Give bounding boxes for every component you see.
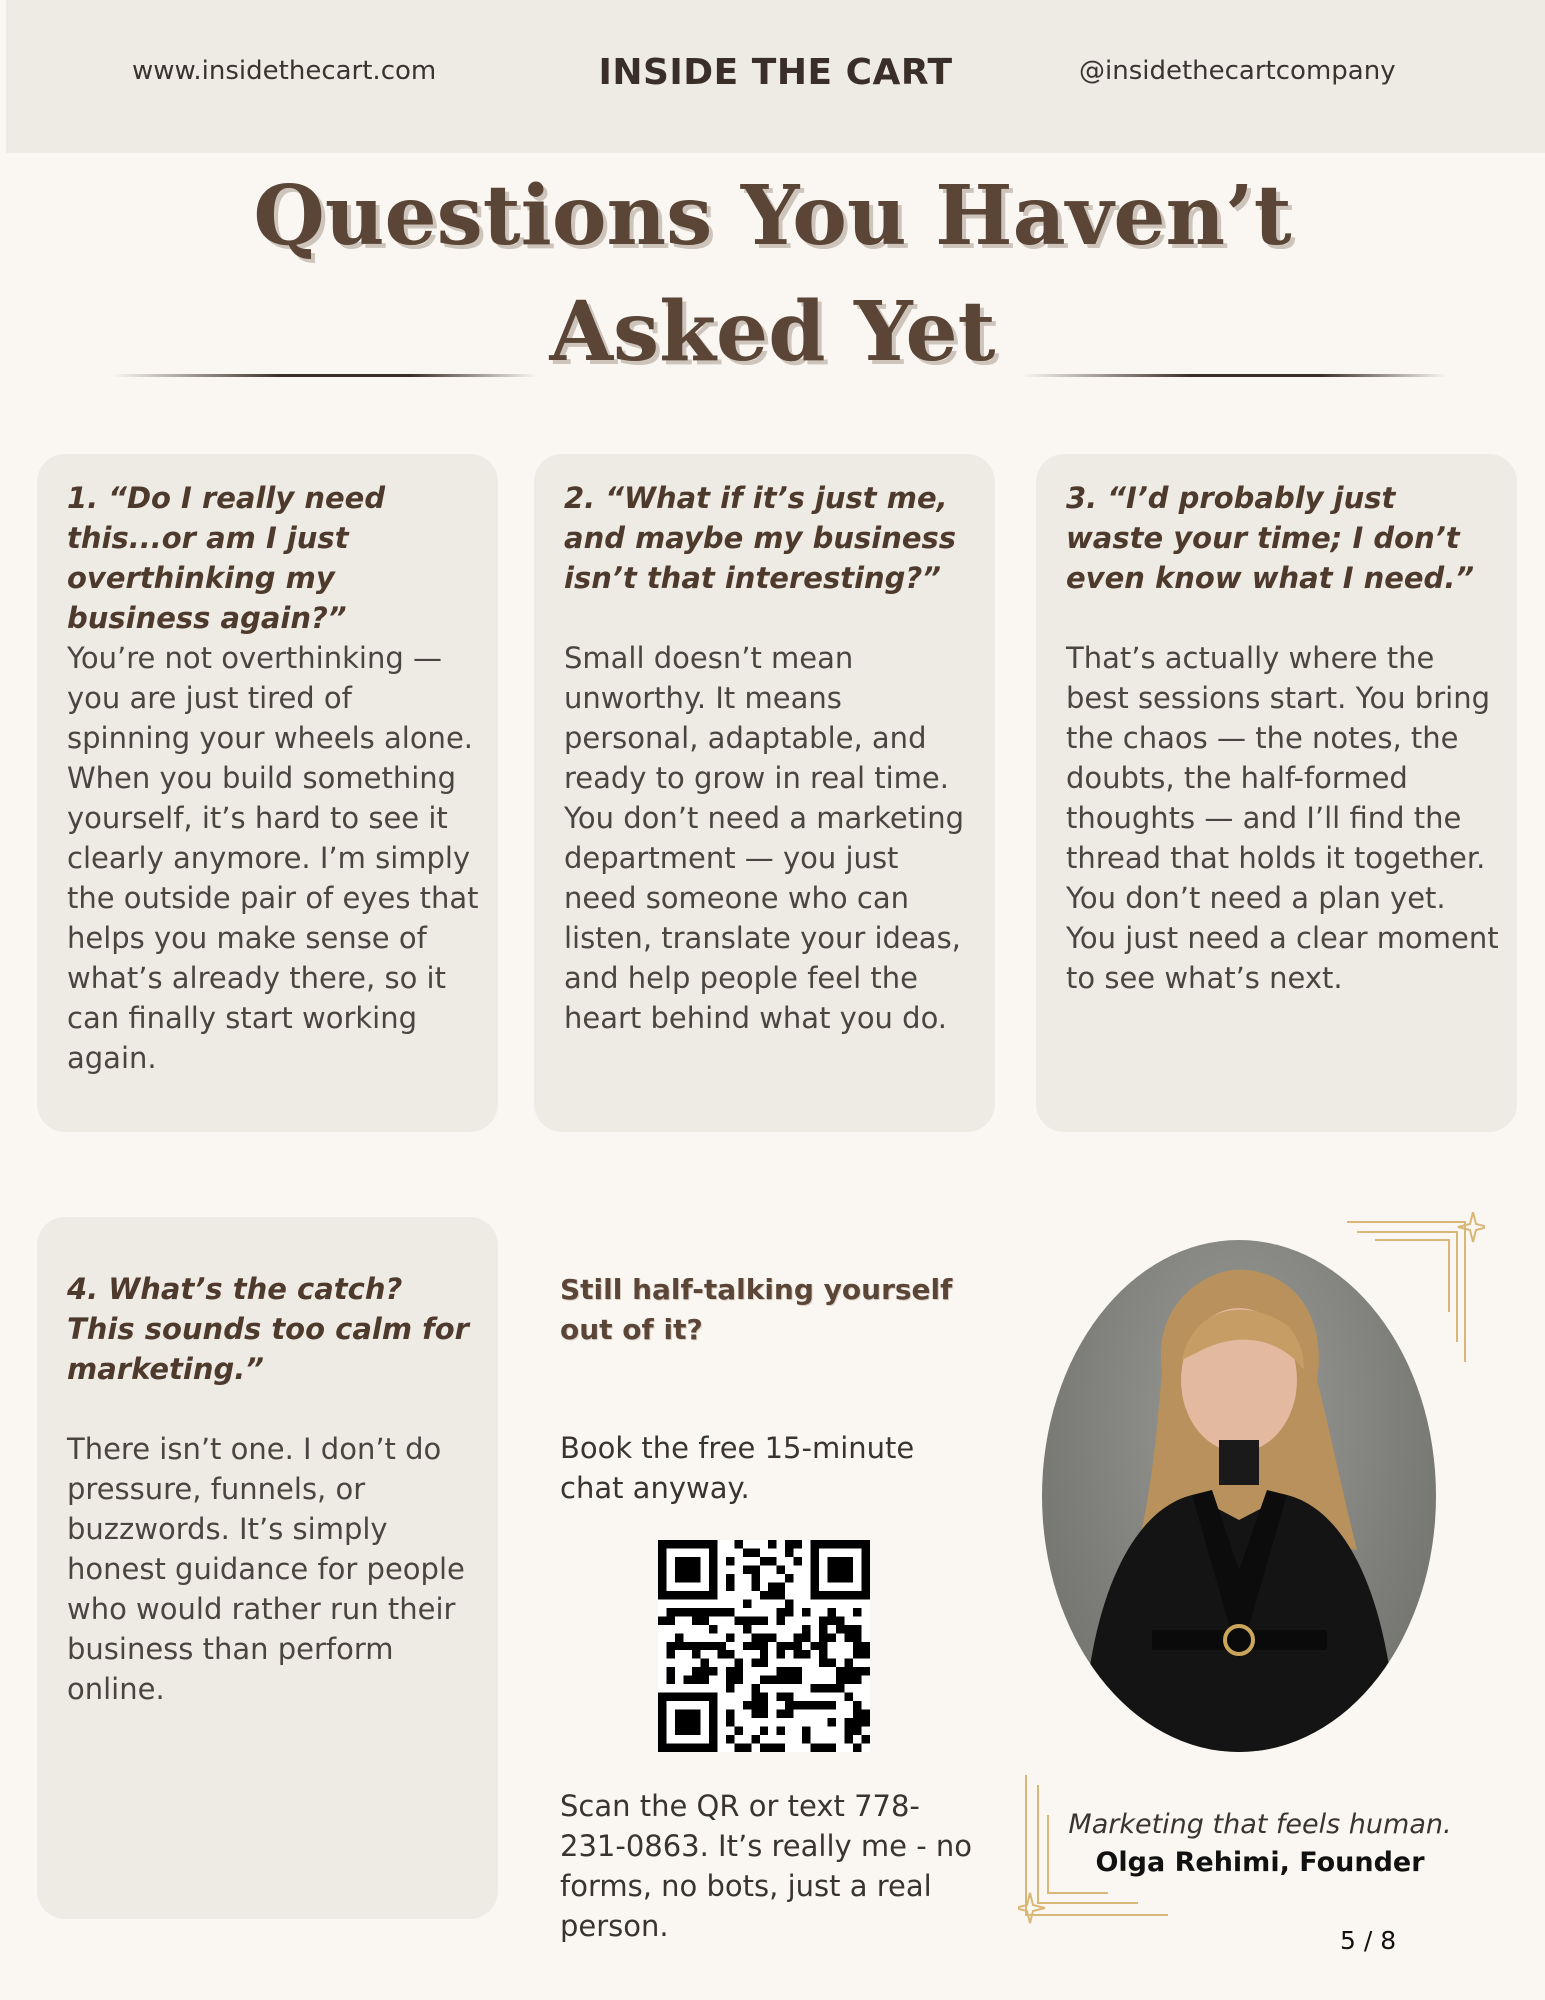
title-divider-left	[112, 374, 537, 377]
faq-answer: Small doesn’t mean unworthy. It means personal, adaptable, and ready to grow in real time. You don’t need a marketing department — you just need someone who can listen, translate your ideas, and help people feel the heart behind what you do.	[564, 641, 964, 1035]
page-title	[0, 158, 1545, 390]
faq-question: 2. “What if it’s just me, and maybe my business isn’t that interesting?”	[564, 481, 957, 595]
faq-question: 1. “Do I really need this...or am I just overthinking my business again?”	[67, 481, 386, 635]
faq-answer: You’re not overthinking — you are just tired of spinning your wheels alone. When you build something yourself, it’s hard to see it clearly anymore. I’m simply the outside pair of eyes that helps you make sense of what’s already there, so it can finally start working again.	[67, 641, 479, 1075]
faq-question: 3. “I’d probably just waste your time; I don’t even know what I need.”	[1066, 481, 1475, 595]
founder-tagline: Marketing that feels human.	[1068, 1809, 1452, 1840]
faq-answer: That’s actually where the best sessions start. You bring the chaos — the notes, the doubts, the half-formed thoughts — and I’ll find the thread that holds it together. You don’t need a plan yet. You just need a clear moment to see what’s next.	[1066, 641, 1499, 995]
qr-code[interactable]	[658, 1540, 870, 1752]
founder-portrait-image	[1042, 1240, 1436, 1752]
website-url[interactable]: www.insidethecart.com	[132, 56, 437, 86]
brand-name: INSIDE THE CART	[598, 52, 953, 93]
cta-book-text: Book the free 15-minute chat anyway.	[560, 1431, 915, 1505]
header-bar	[6, 0, 1545, 153]
faq-card-1	[37, 454, 498, 1132]
faq-question: 4. What’s the catch? This sounds too calm for marketing.”	[67, 1272, 469, 1386]
faq-answer: There isn’t one. I don’t do pressure, funnels, or buzzwords. It’s simply honest guidance for people who would rather run their business than perform online.	[67, 1432, 465, 1706]
cta-scan-text: Scan the QR or text 778-231-0863. It’s really me - no forms, no bots, just a real person.	[560, 1789, 973, 1943]
faq-card-2	[534, 454, 995, 1132]
title-line-1: Questions You Haven’t	[253, 168, 1292, 264]
page-number: 5 / 8	[1340, 1926, 1397, 1955]
faq-card-4	[37, 1217, 498, 1919]
title-divider-right	[1022, 374, 1447, 377]
cta-heading: Still half-talking yourself out of it?	[560, 1273, 953, 1346]
faq-card-3	[1036, 454, 1517, 1132]
founder-name: Olga Rehimi, Founder	[1095, 1847, 1425, 1878]
title-line-2: Asked Yet	[549, 284, 996, 380]
founder-photo	[1042, 1240, 1436, 1752]
social-handle[interactable]: @insidethecartcompany	[1079, 56, 1396, 86]
